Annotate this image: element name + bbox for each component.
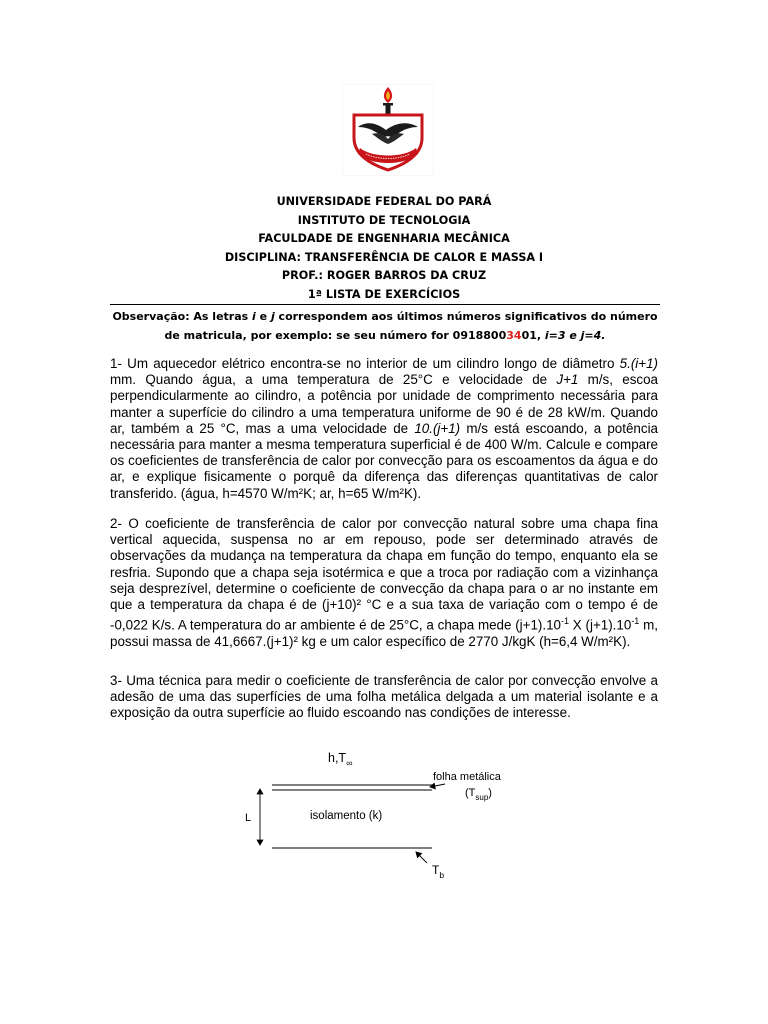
exercise-1-air-velocity: 10.(j+1)	[414, 420, 461, 436]
exercise-2	[110, 516, 658, 650]
exercise-2-text-b: X (j+1).10	[569, 617, 632, 633]
header-institute: INSTITUTO DE TECNOLOGIA	[297, 213, 471, 227]
observation-example: i=3 e j=4.	[544, 329, 606, 342]
observation-prefix: Observação: As letras	[112, 310, 253, 323]
exercise-1-diameter: 5.(i+1)	[619, 356, 658, 371]
exercise-3: 3- Uma técnica para medir o coeficiente de transferência de calor por convecção envolve a adesão de uma das superfícies de uma folha metálica delgada a um material isolante e a exposição da outra superfície ao fluido escoando nas condições de interesse.	[110, 673, 658, 721]
figure-insulation-label: isolamento (k)	[310, 810, 383, 822]
document-header	[110, 193, 658, 305]
foil-pointer-arrow	[430, 784, 445, 787]
exercise-1-text-c: m/s, escoa perpendicularmente ao cilindro, a potência por unidade de comprimento necessária para manter a superfície do cilindro a uma temperatura uniforme de 90 é de 28 kW/m. Quando ar, também a 25 °C, mas a uma velocidade de	[110, 372, 658, 436]
observation-var-i: i	[252, 310, 256, 323]
exercise-2-text-c: m, possui massa de 41,6667.(j+1)² kg e um calor específico de 2770 J/kgK (h=6,4 W/m²K).	[110, 617, 658, 649]
header-list-title: 1ª LISTA DE EXERCÍCIOS	[307, 287, 461, 301]
figure-tsup-label: $(T_{sup})$	[465, 787, 492, 802]
header-divider	[110, 304, 660, 305]
exercise-1-velocity: J+1	[556, 372, 579, 388]
exercise-1-text-d: m/s está escoando, a potência necessária para manter a mesma temperatura superficial é de 400 W/m. Calcule e compare os coeficientes de transferência de calor por convecção para os escoamentos da água e do ar, e explique fisicamente o porquê da diferença das diferenças quantitativas de calor transferido. (água, h=4570 W/m²K; ar, h=65 W/m²K).	[110, 420, 658, 501]
exercise-2-exponent-1: -1	[561, 616, 570, 627]
header-faculty: FACULDADE DE ENGENHARIA MECÂNICA	[258, 232, 510, 246]
header-course: DISCIPLINA: TRANSFERÊNCIA DE CALOR E MASSA I	[224, 250, 544, 264]
university-logo	[342, 84, 434, 176]
observation-note	[110, 307, 660, 345]
figure-h-label: $h,T_\infty$	[328, 751, 353, 768]
header-university: UNIVERSIDADE FEDERAL DO PARÁ	[276, 195, 492, 208]
observation-highlight-digits: 34	[506, 329, 522, 342]
exercise-2-exponent-2: -1	[631, 616, 640, 627]
exercise-3-figure	[240, 745, 540, 885]
observation-middle: correspondem aos últimos números significativos do número de matricula, por exemplo: se seu número for 0918800	[164, 310, 658, 342]
observation-and: e	[255, 310, 271, 323]
figure-tb-label: $T_b$	[432, 863, 445, 880]
header-professor: PROF.: ROGER BARROS DA CRUZ	[281, 269, 487, 283]
exercise-2-text-a: 2- O coeficiente de transferência de calor por convecção natural sobre uma chapa fina vertical aquecida, suspensa no ar em repouso, pode ser determinado através de observações da mudança na temperatura da chapa em função do tempo, enquanto ela se resfria. Supondo que a chapa seja isotérmica e que a troca por radiação com a vizinhança seja desprezível, determine o coeficiente de convecção da chapa para o ar no instante em que a temperatura da chapa é de (j+10)² °C e a sua taxa de variação com o tempo é de -0,022 K/s. A temperatura do ar ambiente é de 25°C, a chapa mede (j+1).10	[110, 516, 658, 633]
observation-suffix: 01,	[521, 329, 545, 342]
exercise-1-text-a: 1- Um aquecedor elétrico encontra-se no interior de um cilindro longo de diâmetro	[110, 356, 620, 371]
exercise-1-text-b: mm. Quando água, a uma temperatura de 25°C e velocidade de	[110, 372, 557, 388]
figure-foil-label: folha metálica	[433, 771, 501, 783]
tb-pointer-arrow	[416, 852, 427, 863]
exercise-1	[110, 356, 658, 502]
figure-L-label: L	[245, 812, 252, 824]
observation-var-j: j	[270, 310, 275, 323]
